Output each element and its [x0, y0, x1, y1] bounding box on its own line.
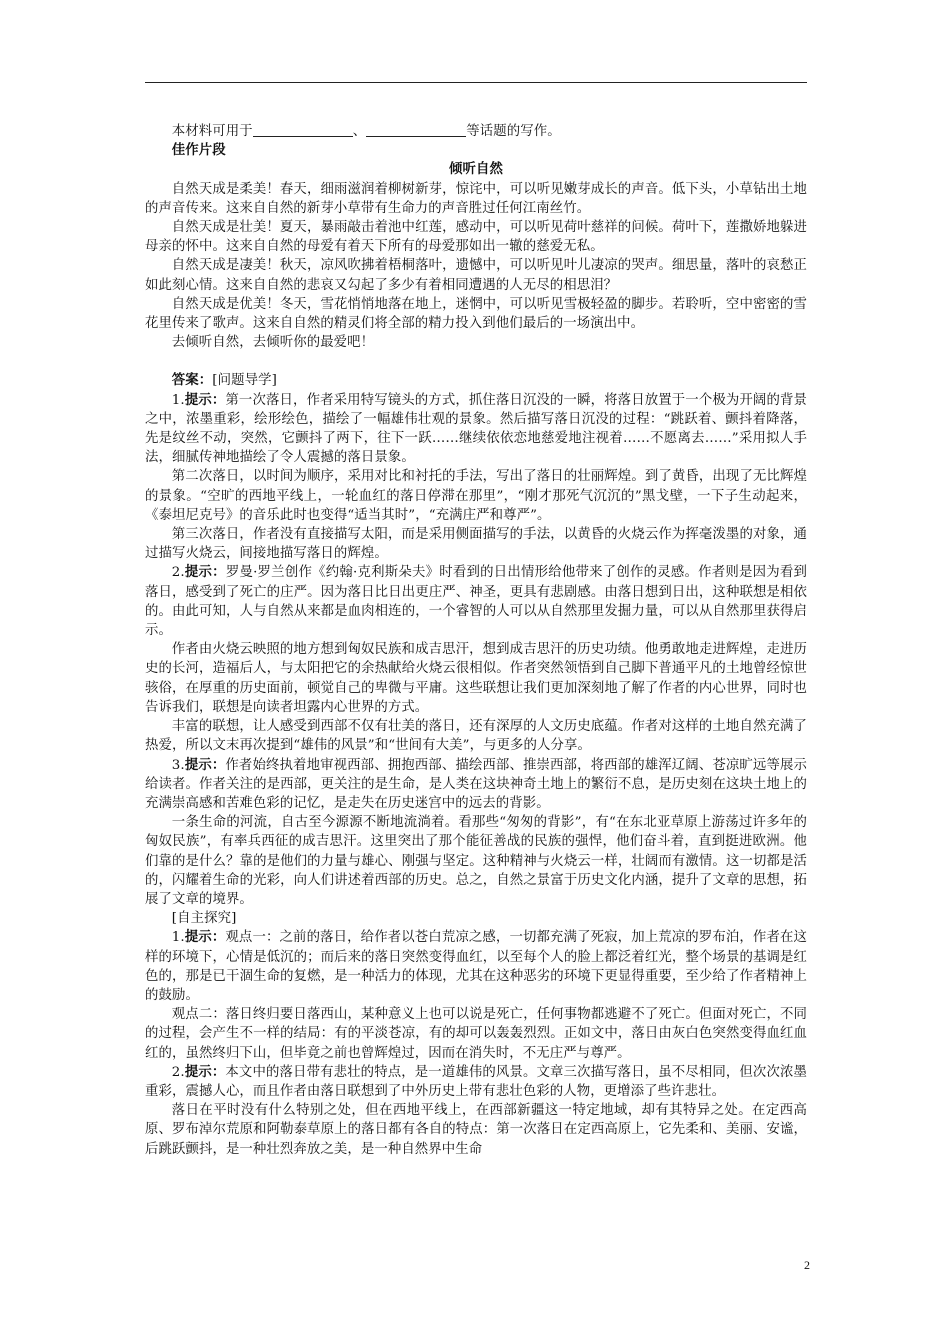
q3-number: 3. — [171, 757, 185, 773]
answer-q2-p3: 丰富的联想，让人感受到西部不仅有壮美的落日，还有深厚的人文历史底蕴。作者对这样的土地自然充满了热爱，所以文末再次提到“雄伟的风景”和“世间有大美”，与更多的人分享。 — [145, 719, 807, 754]
usage-after: 等话题的写作。 — [466, 124, 561, 139]
usage-before: 本材料可用于 — [171, 124, 253, 139]
fill-blank-2[interactable] — [366, 122, 466, 137]
answer-q2-p2: 作者由火烧云映照的地方想到匈奴民族和成吉思汗，想到成吉思汗的历史功绩。他勇敢地走进辉煌，走进历史的长河，造福后人，与太阳把它的余热献给火烧云很相似。作者突然领悟到自己脚下普通平凡的土地曾经惊世骇俗，在厚重的历史面前，顿觉自己的卑微与平庸。这些联想让我们更加深刻地了解了作者的内心世界，同时也告诉我们，联想是向读者坦露内心世界的方式。 — [145, 642, 807, 715]
essay-paragraph: 自然天成是壮美！夏天，暴雨敲击着池中红莲，感动中，可以听见荷叶慈祥的问候。荷叶下，莲撒娇地躲进母亲的怀中。这来自自然的母爱有着天下所有的母爱那如出一辙的慈爱无私。 — [145, 220, 807, 255]
q2-number: 2. — [171, 565, 185, 581]
explore-e1-p2: 观点二：落日终归要日落西山，某种意义上也可以说是死亡，任何事物都逃避不了死亡。但面对死亡，不同的过程，会产生不一样的结局：有的平淡苍凉，有的却可以轰轰烈烈。正如文中，落日由灰白色突然变得血红血红的，虽然终归下山，但毕竟之前也曾辉煌过，因而在消失时，不无庄严与尊严。 — [145, 1007, 807, 1061]
answers-heading — [145, 371, 807, 390]
tip-label: 提示： — [184, 564, 226, 581]
fill-blank-1[interactable] — [253, 122, 353, 137]
explore-e1-p1 — [145, 928, 807, 1005]
q3-text: 作者始终执着地审视西部、拥抱西部、描绘西部、推崇西部，将西部的雄浑辽阔、苍凉旷远等展示给读者。作者关注的是西部，更关注的是生命，是人类在这块神奇土地上的繁衍不息，是历史刻在这块土地上的充满崇高感和苦难色彩的记忆，是走失在历史迷宫中的远去的背影。 — [145, 757, 807, 811]
answer-q3-p1 — [145, 756, 807, 814]
answer-q1-p2: 第二次落日，以时间为顺序，采用对比和衬托的手法，写出了落日的壮丽辉煌。到了黄昏，出现了无比辉煌的景象。“空旷的西地平线上，一轮血红的落日停滞在那里”，“刚才那死气沉沉的”黑戈壁，一下子生动起来，《泰坦尼克号》的音乐此时也变得“适当其时”，“充满庄严和尊严”。 — [145, 469, 807, 523]
answer-q2-p1 — [145, 563, 807, 640]
usage-line — [145, 122, 807, 141]
answer-q1-p3: 第三次落日，作者没有直接描写太阳，而是采用侧面描写的手法，以黄昏的火烧云作为挥毫泼墨的对象，通过描写火烧云，间接地描写落日的辉煌。 — [145, 527, 807, 562]
tip-label: 提示： — [184, 1063, 226, 1080]
answers-label: 答案： — [171, 372, 213, 389]
tip-label: 提示： — [184, 756, 226, 773]
guide-label: [问题导学] — [212, 373, 277, 389]
e1-number: 1. — [171, 930, 185, 946]
explore-e2-p2: 落日在平时没有什么特别之处，但在西地平线上，在西部新疆这一特定地域，却有其特异之处。在定西高原、罗布淖尔荒原和阿勒泰草原上的落日都有各自的特点：第一次落日在定西高原上，它先柔和、美丽、安谧，后跳跃颤抖，是一种壮烈奔放之美，是一种自然界中生命 — [145, 1103, 807, 1157]
e2-number: 2. — [171, 1064, 185, 1080]
explore-heading: [自主探究] — [171, 911, 237, 927]
section-title: 佳作片段 — [171, 142, 226, 159]
e1-text: 观点一：之前的落日，给作者以苍白荒凉之感，一切都充满了死寂，加上荒凉的罗布泊，作者在这样的环境下，心情是低沉的；而后来的落日突然变得血红，以至每个人的脸上都泛着红光，整个场景的基调是红色的，那是已干涸生命的复燃，是一种活力的体现，尤其在这种恶劣的环境下更显得重要，至少给了作者精神上的鼓励。 — [145, 930, 807, 1003]
q1-text: 第一次落日，作者采用特写镜头的方式，抓住落日沉没的一瞬，将落日放置于一个极为开阔的背景之中，浓墨重彩，绘形绘色，描绘了一幅雄伟壮观的景象。然后描写落日沉没的过程：“跳跃着、颤抖着降落，先是纹丝不动，突然，它颤抖了两下，往下一跃……继续依依恋地慈爱地注视着……不愿离去……”采用拟人手法，细腻传神地描绘了令人震撼的落日景象。 — [145, 392, 807, 466]
explore-e2-p1 — [145, 1063, 807, 1101]
answer-q1-p1 — [145, 391, 807, 468]
answer-q3-p2: 一条生命的河流，自古至今源源不断地流淌着。看那些“匆匆的背影”，有“在东北亚草原上游荡过许多年的匈奴民族”，有率兵西征的成吉思汗。这里突出了那个能征善战的民族的强悍，他们奋斗着，直到挺进欧洲。他们靠的是什么？靠的是他们的力量与雄心、刚强与坚定。这种精神与火烧云一样，壮阔而有激情。这一切都是活的，闪耀着生命的光彩，向人们讲述着西部的历史。总之，自然之景富于历史文化内涵，提升了文章的思想，拓展了文章的境界。 — [145, 815, 807, 907]
header-rule — [145, 82, 807, 83]
tip-label: 提示： — [184, 391, 226, 408]
tip-label: 提示： — [184, 929, 226, 946]
essay-paragraph: 自然天成是柔美！春天，细雨滋润着柳树新芽，惊诧中，可以听见嫩芽成长的声音。低下头，小草钻出土地的声音传来。这来自自然的新芽小草带有生命力的声音胜过任何江南丝竹。 — [145, 181, 807, 216]
e2-text: 本文中的落日带有悲壮的特点，是一道雄伟的风景。文章三次描写落日，虽不尽相同，但次次浓墨重彩，震撼人心，而且作者由落日联想到了中外历史上带有悲壮色彩的人物，更增添了些许悲壮。 — [145, 1064, 807, 1099]
essay-paragraph: 自然天成是优美！冬天，雪花悄悄地落在地上，迷惘中，可以听见雪极轻盈的脚步。若聆听，空中密密的雪花里传来了歌声。这来自自然的精灵们将全部的精力投入到他们最后的一场演出中。 — [145, 296, 807, 332]
essay-title: 倾听自然 — [449, 161, 503, 178]
essay-paragraph: 去倾听自然，去倾听你的最爱吧！ — [171, 335, 375, 351]
page-content — [145, 122, 807, 1159]
usage-sep: 、 — [352, 124, 367, 139]
essay-paragraph: 自然天成是凄美！秋天，凉风吹拂着梧桐落叶，遗憾中，可以听见叶儿凄凉的哭声。细思量，落叶的哀愁正如此刻心情。这来自自然的悲哀又勾起了多少有着相同遭遇的人无尽的相思泪？ — [145, 258, 807, 293]
page-number: 2 — [804, 1258, 810, 1272]
q2-text: 罗曼·罗兰创作《约翰·克利斯朵夫》时看到的日出情形给他带来了创作的灵感。作者则是因为看到落日，感受到了死亡的庄严。因为落日比日出更庄严、神圣，更具有悲剧感。由落日想到日出，这种联想是相依的。由此可知，人与自然从来都是血肉相连的，一个睿智的人可以从自然那里发掘力量，可以从自然那里获得启示。 — [145, 565, 807, 639]
q1-number: 1. — [171, 392, 185, 408]
